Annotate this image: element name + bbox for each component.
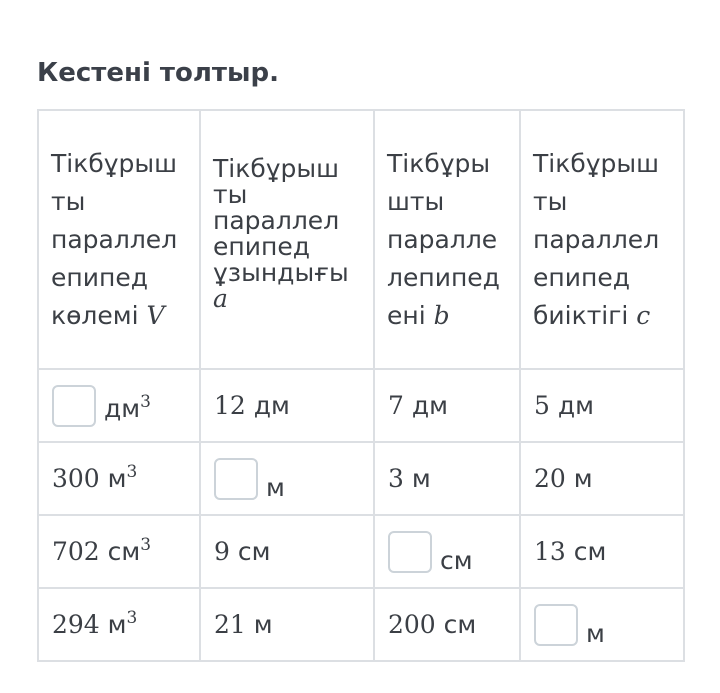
cell-volume: 702 $см^3$ <box>38 515 200 588</box>
answer-input-height[interactable] <box>534 604 578 646</box>
cell-height: м <box>520 588 684 661</box>
cell-volume: 300 $м^3$ <box>38 442 200 515</box>
header-volume: Тікбұрыш ты параллел епипед көлемі V <box>38 110 200 369</box>
answer-input-volume[interactable] <box>52 385 96 427</box>
var-a: a <box>213 283 228 313</box>
cell-length: 12 дм <box>200 369 374 442</box>
table-row <box>38 588 684 661</box>
cell-width: 3 м <box>374 442 520 515</box>
header-height: Тікбұрыш ты параллел епипед биіктігі c <box>520 110 684 369</box>
cell-volume: 294 $м^3$ <box>38 588 200 661</box>
cell-length: м <box>200 442 374 515</box>
cell-height: 5 дм <box>520 369 684 442</box>
cell-height: 20 м <box>520 442 684 515</box>
table-row <box>38 442 684 515</box>
table-row <box>38 515 684 588</box>
cell-volume: $дм^3$ <box>38 369 200 442</box>
header-length: Тікбұрыш ты параллел епипед ұзындығы a <box>200 110 374 369</box>
cell-length: 9 см <box>200 515 374 588</box>
cell-width: см <box>374 515 520 588</box>
answer-input-width[interactable] <box>388 531 432 573</box>
var-c: c <box>636 300 651 330</box>
header-row <box>38 110 684 369</box>
cell-width: 200 см <box>374 588 520 661</box>
cell-height: 13 см <box>520 515 684 588</box>
task-title: Кестені толтыр. <box>37 58 279 88</box>
cell-length: 21 м <box>200 588 374 661</box>
var-b: b <box>433 300 450 330</box>
table-row <box>38 369 684 442</box>
var-v: V <box>146 300 165 330</box>
header-width: Тікбұры шты паралле лепипед ені b <box>374 110 520 369</box>
volume-table <box>37 109 685 662</box>
cell-width: 7 дм <box>374 369 520 442</box>
answer-input-length[interactable] <box>214 458 258 500</box>
